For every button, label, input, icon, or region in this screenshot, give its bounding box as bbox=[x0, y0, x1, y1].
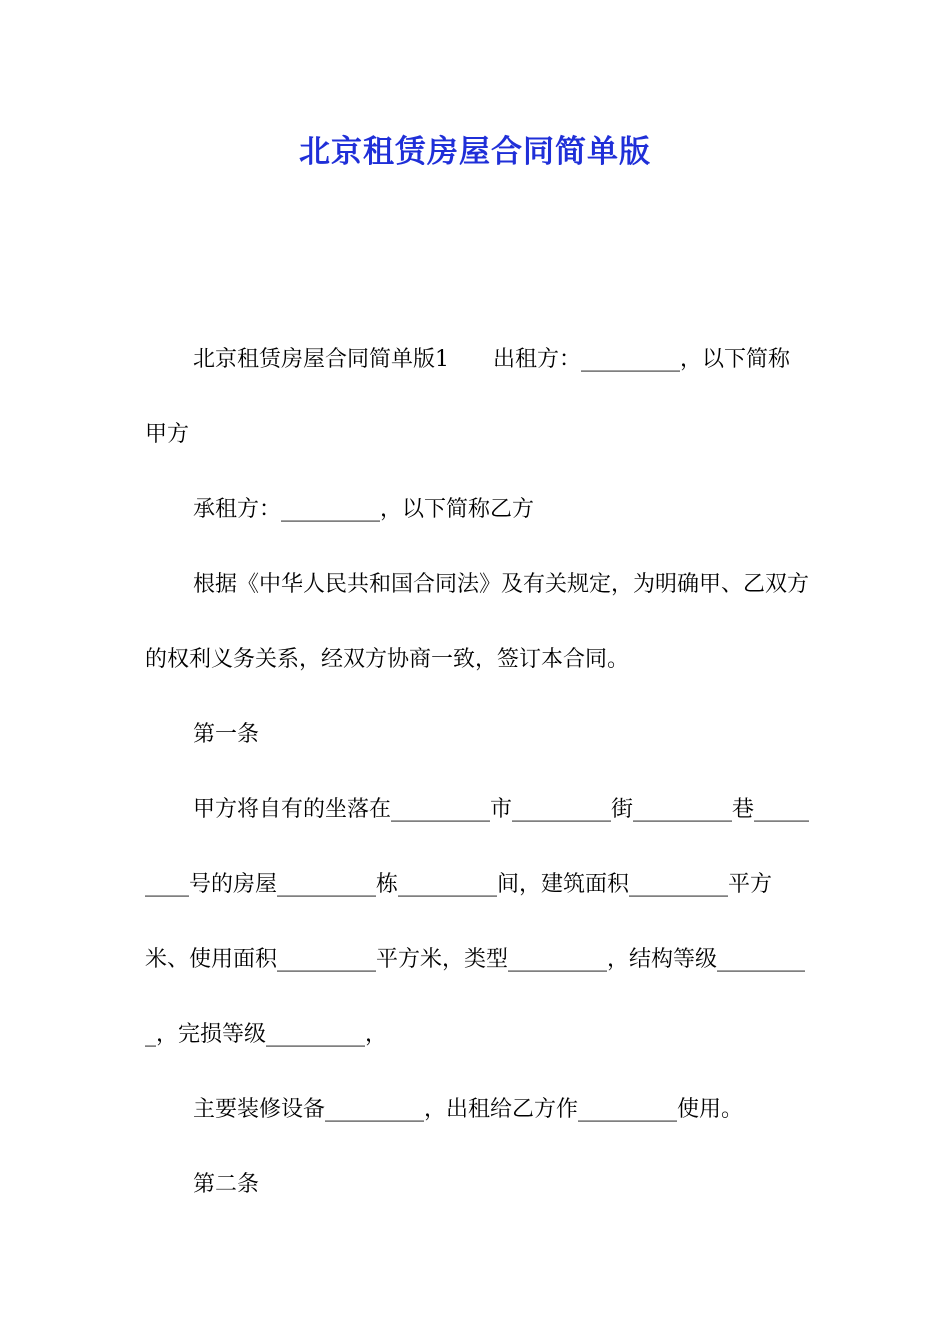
paragraph-legal-basis: 根据《中华人民共和国合同法》及有关规定，为明确甲、乙双方的权利义务关系，经双方协商一致，签订本合同。 bbox=[145, 572, 810, 672]
paragraph-intro-parties: 北京租赁房屋合同简单版1 出租方：_________，以下简称甲方 bbox=[145, 347, 790, 447]
article-1-heading: 第一条 bbox=[193, 722, 260, 747]
document-title: 北京租赁房屋合同简单版 bbox=[299, 134, 651, 170]
article-1-property-description: 甲方将自有的坐落在_________市_________街_________巷_________号的房屋_________栋_________间，建筑面积_________平方米、使用面积_________平方米，类型_________，结构等级_________，完损等级_________， bbox=[145, 797, 810, 1047]
article-2-heading: 第二条 bbox=[193, 1172, 260, 1197]
paragraph-lessee: 承租方：_________，以下简称乙方 bbox=[193, 497, 535, 522]
article-1-equipment-usage: 主要装修设备_________，出租给乙方作_________使用。 bbox=[193, 1097, 744, 1122]
document-body bbox=[145, 322, 810, 1222]
